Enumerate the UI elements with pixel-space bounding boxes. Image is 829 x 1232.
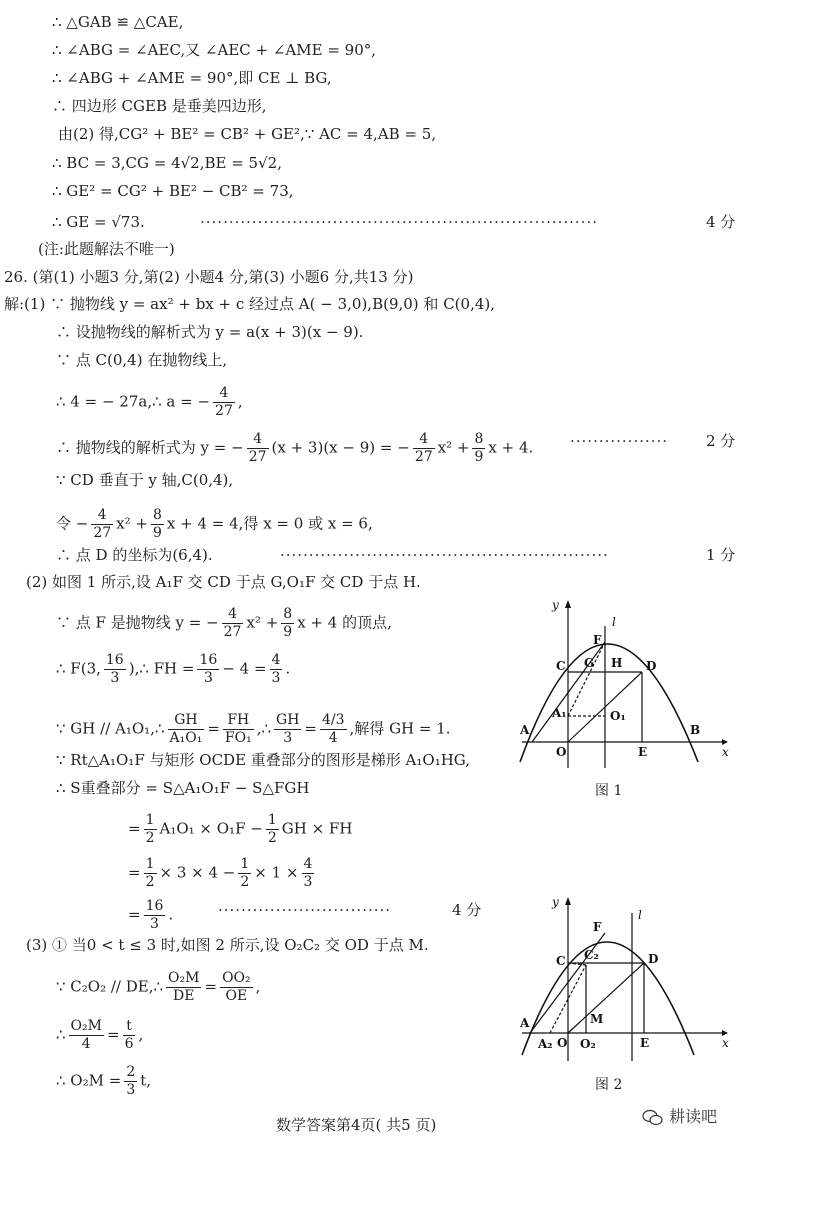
watermark: [642, 1104, 717, 1127]
score-label: 4 分: [452, 901, 482, 919]
text-line: ∴ ∠ABG + ∠AME = 90°,即 CE ⊥ BG,: [52, 69, 332, 87]
text-line: ∴ GE² = CG² + BE² − CB² = 73,: [52, 182, 294, 200]
fraction: $\frac{4/3}{4}$: [322, 712, 345, 746]
label-c: C: [556, 954, 566, 968]
fraction: $\frac{\text{O₂M}}{4}$: [70, 1018, 102, 1052]
label-e: E: [638, 745, 648, 759]
fraction: $\frac{1}{2}$: [145, 812, 155, 846]
label-d: D: [648, 952, 659, 966]
fraction: $\frac{16}{3}$: [145, 898, 164, 932]
label-o: O: [557, 1036, 568, 1050]
fraction: $\frac{t}{6}$: [124, 1018, 134, 1052]
label-a: A: [520, 1016, 530, 1030]
text-line: ∴ 四边形 CGEB 是垂美四边形,: [52, 97, 267, 115]
text-line: = $\frac{16}{3}$ .: [128, 898, 174, 932]
fraction: $\frac{1}{2}$: [240, 856, 250, 890]
text-seg: ∴ 4 = − 27a,∴ a = −: [56, 392, 211, 411]
label-a: A: [520, 723, 530, 737]
label-c2: C₂: [584, 948, 599, 962]
text-line: 解:(1) ∵ 抛物线 y = ax² + bx + c 经过点 A( − 3,0),B(9,0) 和 C(0,4),: [4, 295, 495, 313]
text-line: (3) ① 当0 < t ≤ 3 时,如图 2 所示,设 O₂C₂ 交 OD 于点 M.: [26, 936, 429, 954]
score-label: 4 分: [706, 213, 736, 231]
label-b: B: [690, 723, 701, 737]
text-line: ∴ △GAB ≌ △CAE,: [52, 13, 184, 31]
text-line: ∴ F(3, $\frac{16}{3}$ ),∴ FH = $\frac{16}{3}$ − 4 = $\frac{4}{3}$ .: [56, 652, 291, 686]
figure-2-caption: 图 2: [595, 1077, 623, 1093]
fraction: $\frac{8}{9}$: [152, 507, 162, 541]
fraction: $\frac{4}{27}$: [215, 385, 233, 419]
figure-1: [512, 596, 732, 771]
label-a1: A₁: [552, 706, 567, 720]
watermark-text: 耕读吧: [669, 1107, 718, 1126]
note-line: (注:此题解法不唯一): [38, 240, 175, 258]
text-line: ∴ O₂M = $\frac{2}{3}$ t,: [56, 1064, 152, 1098]
fraction: $\frac{16}{3}$: [199, 652, 218, 686]
fraction: $\frac{FH}{\text{FO₁}}$: [224, 712, 252, 746]
fraction: $\frac{8}{9}$: [474, 431, 484, 465]
figure-2: [512, 893, 732, 1065]
text-line: ∴ 4 = − 27a,∴ a = − $\frac{4}{27}$ ,: [56, 385, 243, 419]
label-m: M: [590, 1012, 604, 1026]
text-line: ∴ 设抛物线的解析式为 y = a(x + 3)(x − 9).: [56, 323, 364, 341]
text-line: 由(2) 得,CG² + BE² = CB² + GE²,∵ AC = 4,AB = 5,: [58, 125, 437, 143]
fraction: $\frac{8}{9}$: [283, 606, 293, 640]
y-axis-arrow: [565, 897, 571, 905]
label-c: C: [556, 659, 566, 673]
fraction: $\frac{16}{3}$: [105, 652, 124, 686]
label-o1: O₁: [610, 709, 626, 723]
text-line: (2) 如图 1 所示,设 A₁F 交 CD 于点 G,O₁F 交 CD 于点 H.: [26, 573, 421, 591]
text-line: ∴ $\frac{\text{O₂M}}{4}$ = $\frac{t}{6}$ ,: [56, 1018, 144, 1052]
text-line: ∵ 点 C(0,4) 在抛物线上,: [56, 351, 228, 369]
score-label: 2 分: [706, 432, 736, 450]
fraction: $\frac{4}{27}$: [248, 431, 267, 465]
page-footer: 数学答案第4页( 共5 页): [276, 1116, 437, 1134]
label-g: G: [584, 656, 595, 670]
fraction: $\frac{GH}{3}$: [276, 712, 300, 746]
label-d: D: [646, 659, 657, 673]
label-h: H: [611, 656, 623, 670]
score-dots: ······························: [218, 901, 392, 919]
text-line: ∵ GH // A₁O₁,∴ $\frac{GH}{\text{A₁O₁}}$ = $\frac{FH}{\text{FO₁}}$ ,∴ $\frac{GH}{3}$ = $\frac{4/3}{4}$ ,解得 GH = 1.: [56, 712, 451, 746]
text-line: ∵ CD 垂直于 y 轴,C(0,4),: [56, 471, 234, 489]
fraction: $\frac{4}{3}$: [271, 652, 281, 686]
label-e: E: [640, 1036, 650, 1050]
label-l: l: [638, 908, 642, 922]
score-dots: ·························································: [280, 546, 609, 564]
text-line: = $\frac{1}{2}$ × 3 × 4 − $\frac{1}{2}$ × 1 × $\frac{4}{3}$: [128, 856, 313, 890]
label-o: O: [556, 745, 567, 759]
label-f: F: [593, 633, 602, 647]
text-line: ∴ BC = 3,CG = 4√2,BE = 5√2,: [52, 154, 282, 172]
text-line: ∴ S重叠部分 = S△A₁O₁F − S△FGH: [56, 779, 310, 797]
wechat-icon: [642, 1109, 664, 1127]
text-line: ∴ 抛物线的解析式为 y = − $\frac{4}{27}$ (x + 3)(x − 9) = − $\frac{4}{27}$ x² + $\frac{8}{9}$ x + 4.: [56, 431, 534, 465]
text-line: 令 − $\frac{4}{27}$ x² + $\frac{8}{9}$ x + 4 = 4,得 x = 0 或 x = 6,: [56, 507, 373, 541]
fraction: $\frac{GH}{\text{A₁O₁}}$: [169, 712, 203, 746]
text-line: ∵ Rt△A₁O₁F 与矩形 OCDE 重叠部分的图形是梯形 A₁O₁HG,: [56, 751, 471, 769]
figure-1-caption: 图 1: [595, 783, 623, 799]
text-line: = $\frac{1}{2}$ A₁O₁ × O₁F − $\frac{1}{2}$ GH × FH: [128, 812, 353, 846]
problem-heading: 26. (第(1) 小题3 分,第(2) 小题4 分,第(3) 小题6 分,共13 分): [4, 268, 414, 286]
score-dots: ·····································································: [200, 213, 598, 231]
fraction: $\frac{4}{27}$: [414, 431, 433, 465]
fraction: $\frac{2}{3}$: [126, 1064, 136, 1098]
fraction: $\frac{4}{27}$: [93, 507, 112, 541]
fraction: $\frac{\text{OO₂}}{OE}$: [222, 970, 251, 1004]
text-line: ∵ 点 F 是抛物线 y = − $\frac{4}{27}$ x² + $\frac{8}{9}$ x + 4 的顶点,: [56, 606, 392, 640]
fraction: $\frac{4}{27}$: [223, 606, 242, 640]
fraction: $\frac{\text{O₂M}}{DE}$: [168, 970, 200, 1004]
score-dots: ·················: [570, 432, 669, 450]
text-line: ∵ C₂O₂ // DE,∴ $\frac{\text{O₂M}}{DE}$ = $\frac{\text{OO₂}}{OE}$ ,: [56, 970, 261, 1004]
y-axis-arrow: [565, 600, 571, 608]
label-x: x: [722, 745, 729, 759]
text-line: ∴ GE = √73.: [52, 213, 145, 231]
text-line: ∴ 点 D 的坐标为(6,4).: [56, 546, 213, 564]
label-y: y: [552, 895, 559, 909]
label-f: F: [593, 920, 602, 934]
label-y: y: [552, 598, 559, 612]
label-l: l: [612, 615, 616, 629]
label-x: x: [722, 1036, 729, 1050]
score-label: 1 分: [706, 546, 736, 564]
label-o2: O₂: [580, 1037, 596, 1051]
fraction: $\frac{1}{2}$: [267, 812, 277, 846]
text-line: ∴ ∠ABG = ∠AEC,又 ∠AEC + ∠AME = 90°,: [52, 41, 377, 59]
label-a2: A₂: [538, 1037, 553, 1051]
fraction: $\frac{4}{3}$: [303, 856, 313, 890]
segment-a1f: [568, 642, 605, 716]
fraction: $\frac{1}{2}$: [145, 856, 155, 890]
